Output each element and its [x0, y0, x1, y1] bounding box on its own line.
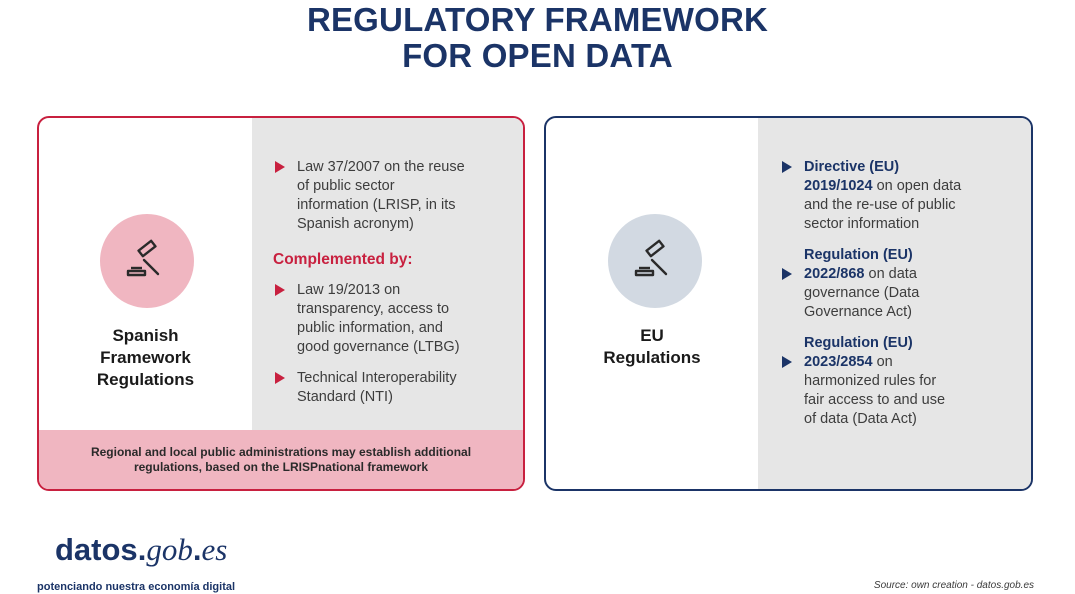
- triangle-bullet-icon: [275, 284, 285, 296]
- directive-2019-1024: Directive (EU) 2019/1024 on open data and the re-use of public sector information: [804, 158, 961, 234]
- triangle-bullet-icon: [275, 372, 285, 384]
- eu-regulations-panel: [544, 116, 1033, 491]
- source-note: Source: own creation - datos.gob.es: [873, 580, 1034, 591]
- law-19-2013: Law 19/2013 on transparency, access to public information, and good governance (LTBG): [297, 281, 460, 357]
- gavel-icon: [125, 238, 169, 282]
- spanish-laws-column: [252, 118, 523, 430]
- regulation-2022-868: Regulation (EU) 2022/868 on data governance (Data Governance Act): [804, 246, 919, 322]
- triangle-bullet-icon: [782, 268, 792, 280]
- regulation-2023-2854: Regulation (EU) 2023/2854 on harmonized rules for fair access to and use of data (Data Act): [804, 334, 945, 429]
- law-37-2007: Law 37/2007 on the reuse of public sector information (LRISP, in its Spanish acronym): [297, 158, 465, 234]
- page-title: [0, 2, 1075, 74]
- regional-note-banner: Regional and local public administrations may establish additional regulations, based on the LRISPnational framework: [39, 430, 523, 489]
- triangle-bullet-icon: [275, 161, 285, 173]
- nti-standard: Technical Interoperability Standard (NTI): [297, 369, 457, 407]
- eu-laws-column: [758, 118, 1031, 489]
- spanish-caption: Spanish Framework Regulations: [96, 326, 195, 389]
- title-line-2: FOR OPEN DATA: [402, 37, 673, 74]
- logo-tagline: potenciando nuestra economía digital: [37, 581, 236, 593]
- datos-gob-es-logo: datos.gob.es: [55, 532, 228, 567]
- eu-caption: EU Regulations: [603, 326, 701, 367]
- eu-label-column: [546, 118, 758, 489]
- eu-icon-circle: [608, 214, 702, 308]
- gavel-icon: [633, 238, 677, 282]
- title-line-1: REGULATORY FRAMEWORK: [306, 1, 769, 38]
- spanish-icon-circle: [100, 214, 194, 308]
- triangle-bullet-icon: [782, 161, 792, 173]
- triangle-bullet-icon: [782, 356, 792, 368]
- spanish-framework-panel: [37, 116, 525, 491]
- complemented-by-heading: Complemented by:: [273, 251, 413, 268]
